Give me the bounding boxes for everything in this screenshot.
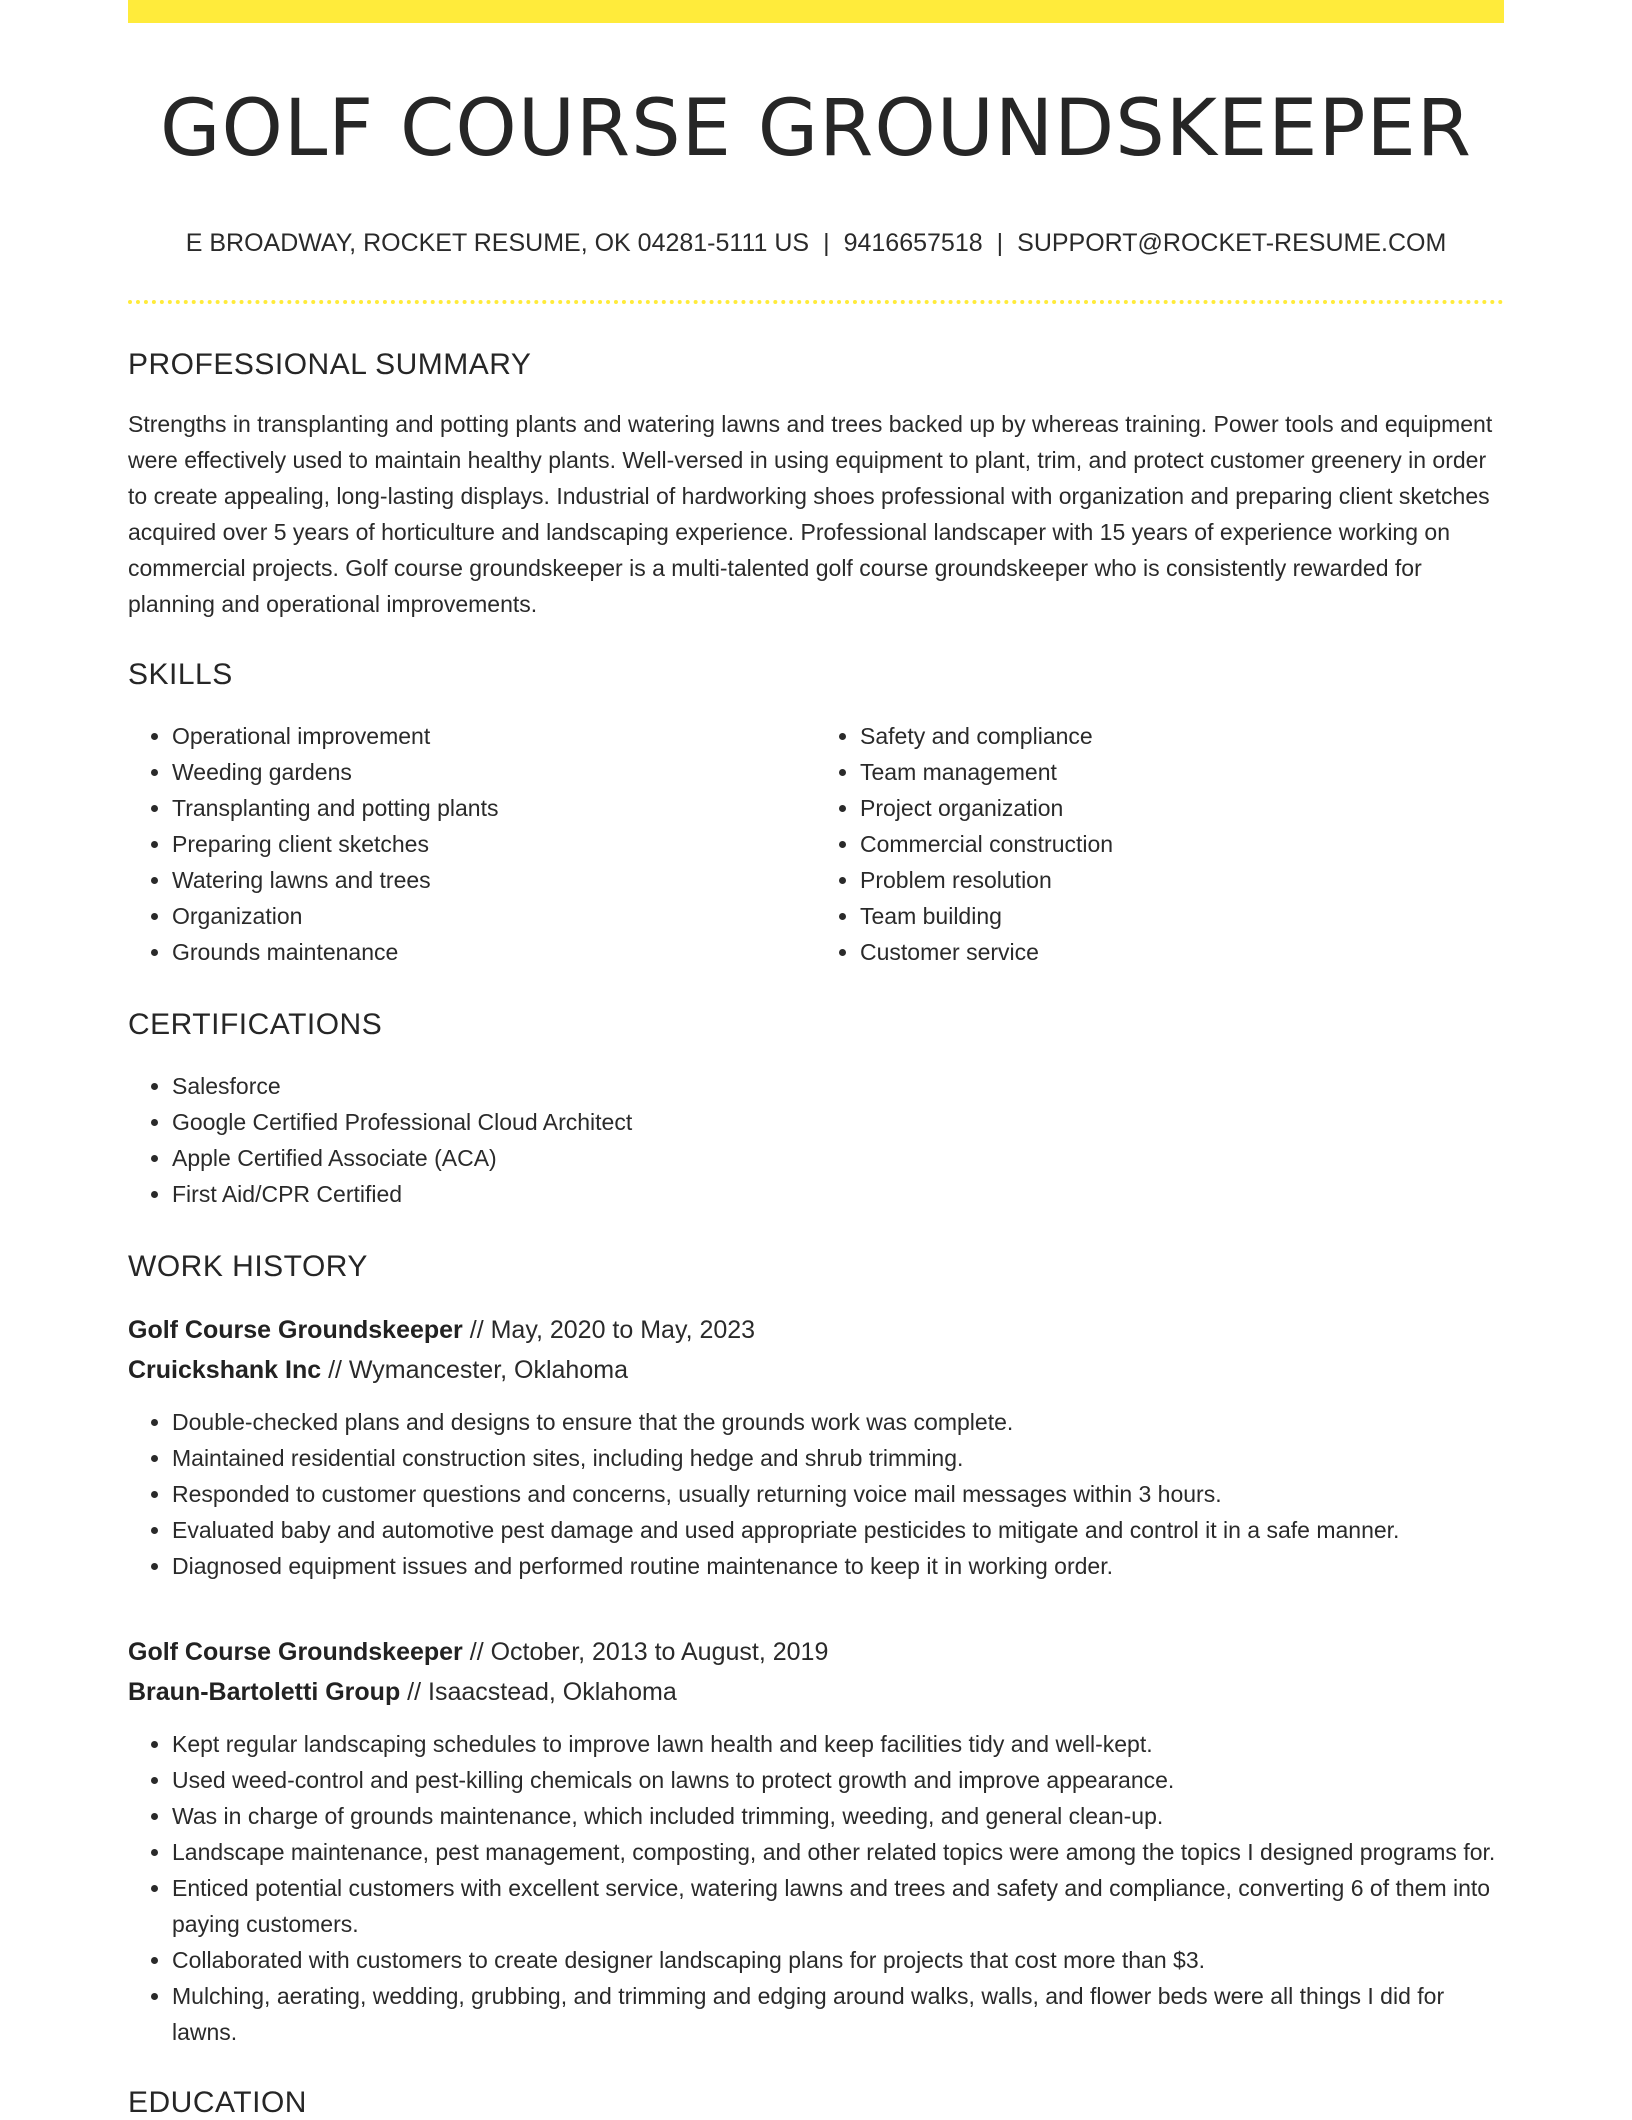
- job-location: // Wymancester, Oklahoma: [328, 1355, 628, 1384]
- certification-item: • Apple Certified Associate (ACA): [172, 1140, 1504, 1176]
- job-role: Golf Course Groundskeeper: [128, 1315, 463, 1344]
- job-company: Braun-Bartoletti Group: [128, 1677, 401, 1706]
- contact-email: SUPPORT@ROCKET-RESUME.COM: [1017, 228, 1447, 257]
- job-bullet: • Was in charge of grounds maintenance, which included trimming, weeding, and general clean-up.: [172, 1798, 1504, 1834]
- job-bullet: • Used weed-control and pest-killing chemicals on lawns to protect growth and improve appearance.: [172, 1762, 1504, 1798]
- skill-item: • Commercial construction: [860, 826, 1504, 862]
- job-company: Cruickshank Inc: [128, 1355, 322, 1384]
- certification-item: • Google Certified Professional Cloud Architect: [172, 1104, 1504, 1140]
- job-dates: // October, 2013 to August, 2019: [469, 1637, 829, 1666]
- job-role: Golf Course Groundskeeper: [128, 1637, 463, 1666]
- skill-item: • Weeding gardens: [172, 754, 816, 790]
- job-bullets: [128, 1404, 1504, 1584]
- skill-item: • Team building: [860, 898, 1504, 934]
- skills-columns: [128, 718, 1504, 970]
- certification-item: • First Aid/CPR Certified: [172, 1176, 1504, 1212]
- job-bullet: • Mulching, aerating, wedding, grubbing, and trimming and edging around walks, walls, and flower beds were all things I did for lawns.: [172, 1978, 1504, 2050]
- contact-separator: |: [823, 228, 830, 257]
- accent-top-bar: [128, 0, 1504, 23]
- job-company-line: [128, 1350, 1504, 1390]
- skill-item: • Transplanting and potting plants: [172, 790, 816, 826]
- certification-item: • Salesforce: [172, 1068, 1504, 1104]
- skills-heading: SKILLS: [128, 657, 233, 691]
- skill-item: • Watering lawns and trees: [172, 862, 816, 898]
- resume-title: GOLF COURSE GROUNDSKEEPER: [160, 84, 1472, 174]
- skills-list-right: [816, 718, 1504, 970]
- job-bullets: [128, 1726, 1504, 2050]
- summary-paragraph: Strengths in transplanting and potting plants and watering lawns and trees backed up by whereas training. Power tools and equipment were effectively used to maintain healthy plants. Well-versed in using equipment to plant, trim, and protect customer greenery in order to create appealing, long-lasting displays. Industrial of hardworking shoes professional with organization and preparing client sketches acquired over 5 years of horticulture and landscaping experience. Professional landscaper with 15 years of experience working on commercial projects. Golf course groundskeeper is a multi-talented golf course groundskeeper who is consistently rewarded for planning and operational improvements.: [128, 410, 1493, 617]
- contact-phone: 9416657518: [843, 228, 983, 257]
- skills-list-left: [128, 718, 816, 970]
- summary-heading: PROFESSIONAL SUMMARY: [128, 347, 532, 381]
- contact-separator: |: [996, 228, 1004, 257]
- job-role-line: [128, 1632, 1504, 1672]
- job-entry: [128, 1310, 1504, 1584]
- skill-item: • Organization: [172, 898, 816, 934]
- education-heading: EDUCATION: [128, 2085, 307, 2119]
- contact-address: E BROADWAY, ROCKET RESUME, OK 04281-5111 US: [185, 228, 810, 257]
- work-history-heading: WORK HISTORY: [128, 1249, 368, 1283]
- certifications-heading: CERTIFICATIONS: [128, 1007, 383, 1041]
- job-bullet: • Responded to customer questions and concerns, usually returning voice mail messages within 3 hours.: [172, 1476, 1504, 1512]
- job-location: // Isaacstead, Oklahoma: [407, 1677, 677, 1706]
- job-bullet: • Collaborated with customers to create designer landscaping plans for projects that cost more than $3.: [172, 1942, 1504, 1978]
- skill-item: • Team management: [860, 754, 1504, 790]
- job-role-line: [128, 1310, 1504, 1350]
- skill-item: • Grounds maintenance: [172, 934, 816, 970]
- resume-page: [128, 0, 1504, 2120]
- job-bullet: • Kept regular landscaping schedules to improve lawn health and keep facilities tidy and well-kept.: [172, 1726, 1504, 1762]
- job-entry: [128, 1632, 1504, 2050]
- contact-line: [128, 229, 1504, 258]
- skill-item: • Problem resolution: [860, 862, 1504, 898]
- skill-item: • Project organization: [860, 790, 1504, 826]
- job-bullet: • Maintained residential construction sites, including hedge and shrub trimming.: [172, 1440, 1504, 1476]
- skill-item: • Customer service: [860, 934, 1504, 970]
- dotted-divider: [128, 300, 1504, 304]
- job-dates: // May, 2020 to May, 2023: [469, 1315, 756, 1344]
- certifications-list: [128, 1068, 1504, 1212]
- job-bullet: • Enticed potential customers with excellent service, watering lawns and trees and safety and compliance, converting 6 of them into paying customers.: [172, 1870, 1504, 1942]
- job-company-line: [128, 1672, 1504, 1712]
- skill-item: • Safety and compliance: [860, 718, 1504, 754]
- skill-item: • Operational improvement: [172, 718, 816, 754]
- job-bullet: • Evaluated baby and automotive pest damage and used appropriate pesticides to mitigate and control it in a safe manner.: [172, 1512, 1504, 1548]
- job-bullet: • Diagnosed equipment issues and performed routine maintenance to keep it in working order.: [172, 1548, 1504, 1584]
- skill-item: • Preparing client sketches: [172, 826, 816, 862]
- job-bullet: • Landscape maintenance, pest management, composting, and other related topics were among the topics I designed programs for.: [172, 1834, 1504, 1870]
- job-bullet: • Double-checked plans and designs to ensure that the grounds work was complete.: [172, 1404, 1504, 1440]
